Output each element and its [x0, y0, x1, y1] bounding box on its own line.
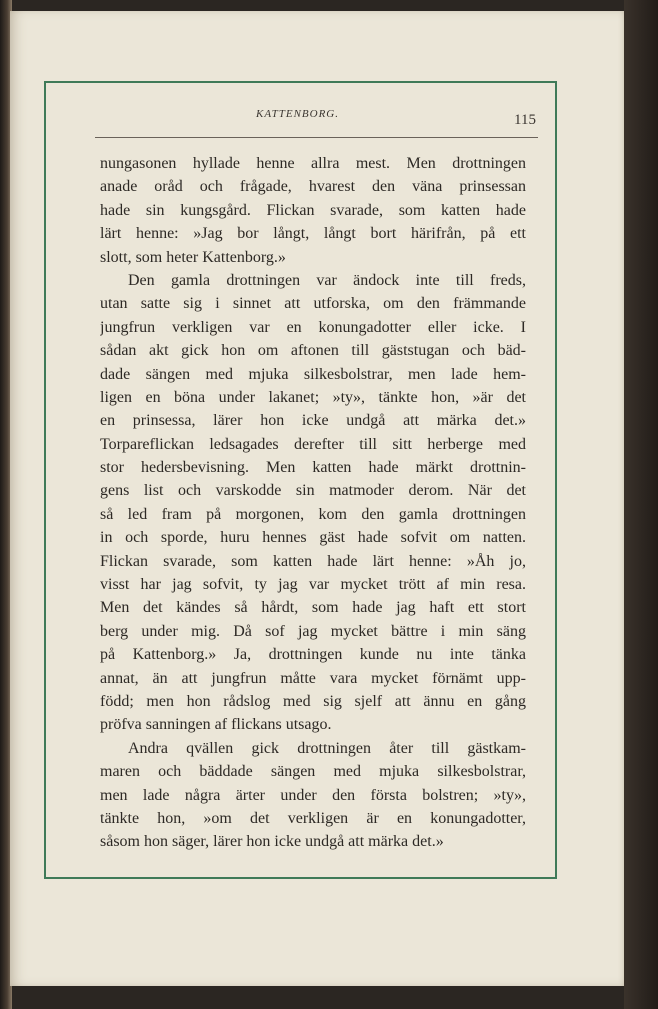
text-line: Men det kändes så hårdt, som hade jag haft ett stort [100, 599, 526, 617]
text-line: tänkte hon, »om det verkligen är en konungadotter, [100, 809, 526, 827]
text-line: hade sin kungsgård. Flickan svarade, som katten hade [100, 201, 526, 219]
text-line: såsom hon säger, lärer hon icke undgå att märka det.» [100, 833, 444, 851]
book-page-edge [624, 0, 658, 1009]
page-number: 115 [514, 112, 536, 128]
text-line: Torpareflickan ledsagades derefter till sitt herberge med [100, 435, 526, 453]
text-line: Den gamla drottningen var ändock inte till freds, [128, 271, 526, 289]
text-line: men lade några ärter under den första bolstren; »ty», [100, 786, 526, 804]
text-line: Flickan svarade, som katten hade lärt henne: »Åh jo, [100, 552, 526, 570]
text-line: berg under mig. Då sof jag mycket bättre i min säng [100, 622, 526, 640]
text-line: en prinsessa, lärer hon icke undgå att märka det.» [100, 412, 526, 430]
running-head [57, 108, 538, 128]
text-line: Andra qvällen gick drottningen åter till gästkam- [128, 739, 526, 757]
header-rule [95, 137, 538, 138]
text-line: in och sporde, huru hennes gäst hade sofvit om natten. [100, 529, 526, 547]
body-text [100, 152, 526, 854]
text-line: stor hedersbevisning. Men katten hade märkt drottnin- [100, 459, 526, 477]
text-line: pröfva sanningen af flickans utsago. [100, 716, 332, 734]
text-line: slott, som heter Kattenborg.» [100, 248, 286, 266]
text-line: sådan akt gick hon om aftonen till gäststugan och bäd- [100, 342, 526, 360]
text-line: på Kattenborg.» Ja, drottningen kunde nu inte tänka [100, 646, 526, 664]
text-line: anade oråd och frågade, hvarest den väna prinsessan [100, 178, 526, 196]
text-line: ligen en böna under lakanet; »ty», tänkte hon, »är det [100, 388, 526, 406]
text-line: annat, än att jungfrun måtte vara mycket förnämt upp- [100, 669, 526, 687]
text-line: jungfrun verkligen var en konungadotter eller icke. I [100, 318, 526, 336]
text-line: dade sängen med mjuka silkesbolstrar, men lade hem- [100, 365, 526, 383]
text-line: lärt henne: »Jag bor långt, långt bort härifrån, på ett [100, 225, 526, 243]
text-line: född; men hon rådslog med sig sjelf att ännu en gång [100, 692, 526, 710]
book-page [10, 11, 624, 986]
running-title: KATTENBORG. [255, 108, 339, 120]
text-line: visst har jag sofvit, ty jag var mycket trött af min resa. [100, 576, 526, 594]
text-line: så led fram på morgonen, kom den gamla drottningen [100, 505, 526, 523]
text-line: utan satte sig i sinnet att utforska, om den främmande [100, 295, 526, 313]
text-line: gens list och varskodde sin matmoder derom. När det [100, 482, 526, 500]
text-line: nungasonen hyllade henne allra mest. Men drottningen [100, 155, 526, 172]
text-line: maren och bäddade sängen med mjuka silkesbolstrar, [100, 763, 526, 781]
